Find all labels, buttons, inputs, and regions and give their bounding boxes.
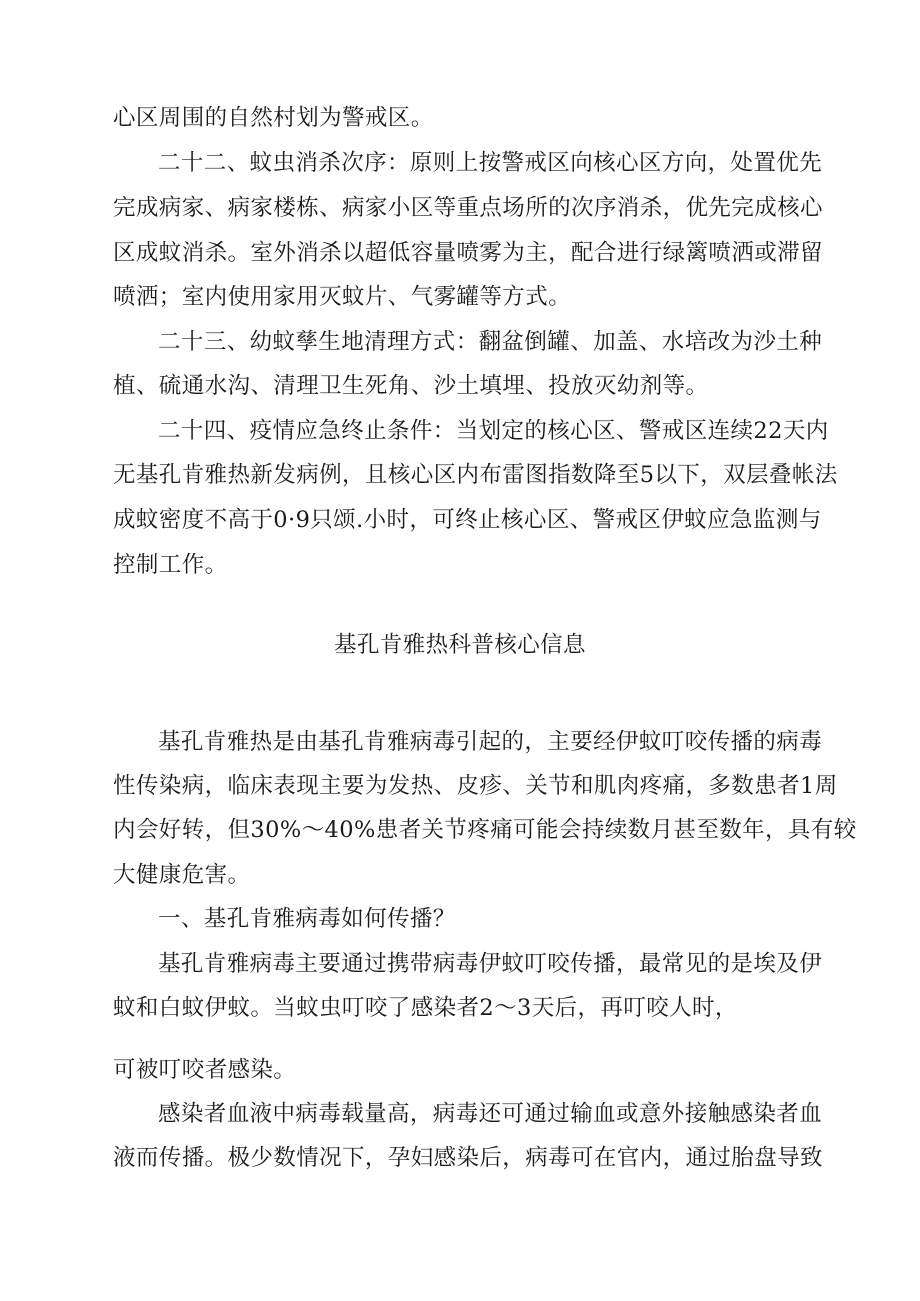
section-title: 基孔肯雅热科普核心信息 [334, 632, 586, 658]
paragraph-line: 蚊和白蚊伊蚊。当蚊虫叮咬了感染者2～3天后，再叮咬人时， [113, 995, 738, 1021]
paragraph-line: 植、硫通水沟、清理卫生死角、沙土填埋、投放灭幼剂等。 [113, 373, 709, 399]
paragraph-line: 大健康危害。 [113, 862, 251, 888]
paragraph-line: 二十二、蚊虫消杀次序：原则上按警戒区向核心区方向，处置优先 [158, 150, 823, 176]
paragraph-line: 区成蚊消杀。室外消杀以超低容量喷雾为主，配合进行绿篱喷洒或滞留 [113, 240, 823, 266]
paragraph-line: 成蚊密度不高于0·9只颂.小时，可终止核心区、警戒区伊蚊应急监测与 [113, 507, 822, 533]
paragraph-line: 完成病家、病家楼栋、病家小区等重点场所的次序消杀，优先完成核心 [113, 195, 823, 221]
paragraph-line: 喷洒；室内使用家用灭蚊片、气雾罐等方式。 [113, 284, 572, 310]
paragraph-line: 性传染病，临床表现主要为发热、皮疹、关节和肌肉疼痛，多数患者1周 [113, 773, 838, 799]
paragraph-line: 控制工作。 [113, 552, 228, 578]
paragraph-line: 二十三、幼蚊孳生地清理方式：翻盆倒罐、加盖、水培改为沙土种 [158, 329, 823, 355]
paragraph-line: 心区周围的自然村划为警戒区。 [113, 105, 434, 131]
paragraph-line: 内会好转，但30%～40%患者关节疼痛可能会持续数月甚至数年，具有较 [113, 817, 857, 843]
paragraph-line: 二十四、疫情应急终止条件：当划定的核心区、警戒区连续22天内 [158, 418, 829, 444]
paragraph-line: 基孔肯雅热是由基孔肯雅病毒引起的，主要经伊蚊叮咬传播的病毒 [158, 729, 823, 755]
paragraph-line: 可被叮咬者感染。 [113, 1057, 297, 1083]
paragraph-line: 感染者血液中病毒载量高，病毒还可通过输血或意外接触感染者血 [158, 1101, 823, 1127]
subheading: 一、基孔肯雅病毒如何传播？ [158, 906, 456, 932]
paragraph-line: 无基孔肯雅热新发病例，且核心区内布雷图指数降至5以下，双层叠帐法 [113, 462, 838, 488]
paragraph-line: 液而传播。极少数情况下，孕妇感染后，病毒可在官内，通过胎盘导致 [113, 1145, 823, 1171]
paragraph-line: 基孔肯雅病毒主要通过携带病毒伊蚊叮咬传播，最常见的是埃及伊 [158, 951, 823, 977]
